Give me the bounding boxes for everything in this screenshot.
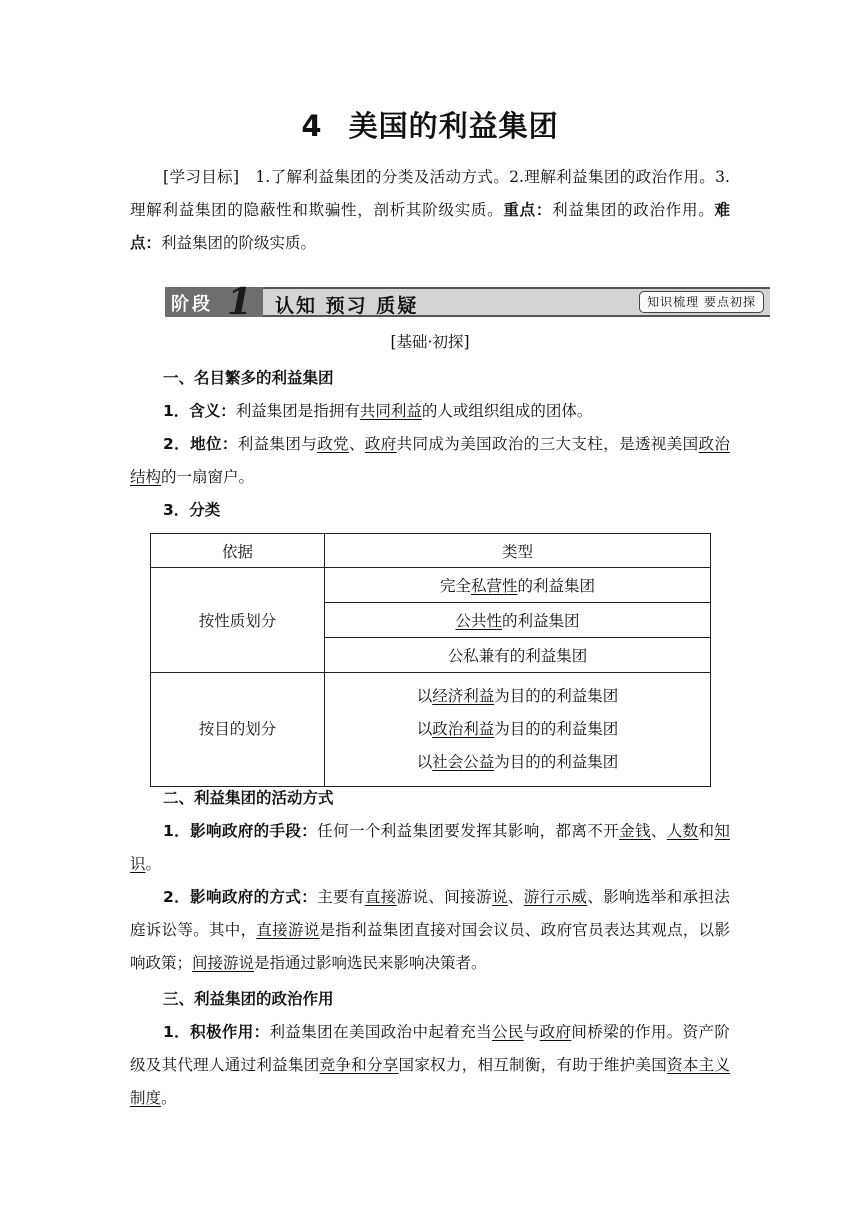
- item-text: 与: [523, 1023, 540, 1041]
- underlined-term: 政治利益: [432, 720, 495, 738]
- item-text: 主要有: [317, 888, 365, 906]
- key-point-text: 利益集团的政治作用。: [552, 201, 715, 219]
- underlined-term: 政府: [364, 435, 397, 453]
- table-type-cell: [325, 568, 711, 603]
- cell-text: 的利益集团: [502, 612, 580, 630]
- underlined-term: 共同利益: [359, 402, 422, 420]
- underlined-term: 私营性: [470, 577, 518, 595]
- stage-title: 认知 预习 质疑: [275, 295, 419, 317]
- table-type-cell: [325, 603, 711, 638]
- stage-number: 1: [227, 281, 253, 323]
- table-basis-cell: 按目的划分: [151, 673, 325, 787]
- item-text: 。: [161, 1089, 177, 1107]
- item-label: 1．积极作用：: [163, 1023, 270, 1041]
- section1-item3: 3．分类: [163, 501, 221, 519]
- section1-item1: [130, 395, 730, 428]
- title-text: 美国的利益集团: [348, 109, 559, 143]
- item-text: 、影响选举和承担法庭诉讼等。其中，: [130, 888, 730, 939]
- section2-item1: [130, 815, 730, 881]
- cell-text: 以: [416, 720, 433, 738]
- underlined-term: 政府: [539, 1023, 572, 1041]
- table-type-cell: [325, 638, 711, 673]
- underlined-term: 说: [491, 888, 508, 906]
- table-header: 依据: [151, 534, 325, 568]
- type-line: [325, 746, 710, 779]
- item-text: 利益集团与: [237, 435, 318, 453]
- underlined-term: 资本主义制度: [130, 1056, 730, 1107]
- underlined-term: 直接: [364, 888, 397, 906]
- item-text: 国家权力，相互制衡，有助于维护美国: [398, 1056, 668, 1074]
- table-type-cell: [325, 673, 711, 787]
- cell-text: 为目的的利益集团: [494, 720, 619, 738]
- cell-text: 为目的的利益集团: [494, 687, 619, 705]
- underlined-term: 金钱: [619, 822, 651, 840]
- item-text: 、: [348, 435, 365, 453]
- classification-table: [150, 533, 711, 787]
- underlined-term: 经济利益: [432, 687, 495, 705]
- item-label: 1．影响政府的手段：: [163, 822, 318, 840]
- cell-text: 以: [416, 753, 433, 771]
- section1-heading: 一、名目繁多的利益集团: [163, 369, 334, 387]
- underlined-term: 间接游说: [192, 954, 255, 972]
- cell-text: 为目的的利益集团: [494, 753, 619, 771]
- item-text: 任何一个利益集团要发挥其影响，都离不开: [317, 822, 620, 840]
- underlined-term: 竞争和分享: [319, 1056, 399, 1074]
- section1-item2: [130, 428, 730, 494]
- item-text: 利益集团在美国政治中起着充当: [269, 1023, 492, 1041]
- table-basis-cell: 按性质划分: [151, 568, 325, 673]
- item-text: 、: [507, 888, 524, 906]
- item-label: 2．地位：: [163, 435, 238, 453]
- cell-text: 以: [416, 687, 433, 705]
- page-title: [0, 104, 860, 145]
- stage-tag: 知识梳理 要点初探: [639, 291, 764, 313]
- table-header-row: [151, 534, 711, 568]
- cell-text: 的利益集团: [517, 577, 596, 595]
- table-header: 类型: [325, 534, 711, 568]
- cell-text: 完全: [439, 577, 471, 595]
- type-line: [325, 713, 710, 746]
- stage-word: 阶段: [171, 294, 213, 315]
- item-text: 共同成为美国政治的三大支柱，是透视美国: [396, 435, 699, 453]
- table-row: [151, 673, 711, 787]
- underlined-term: 政党: [317, 435, 349, 453]
- underlined-term: 公民: [491, 1023, 524, 1041]
- difficulty-label: 难点：: [130, 201, 730, 252]
- underlined-term: 直接游说: [256, 921, 320, 939]
- section2-heading: 二、利益集团的活动方式: [163, 789, 334, 807]
- section-subhead: [基础·初探]: [390, 333, 470, 351]
- difficulty-text: 利益集团的阶级实质。: [161, 234, 317, 252]
- title-number: 4: [301, 109, 323, 143]
- item-label: 2．影响政府的方式：: [163, 888, 318, 906]
- objectives-text: 1.了解利益集团的分类及活动方式。2.理解利益集团的政治作用。3.理解利益集团的隐蔽性和欺骗性，剖析其阶级实质。: [130, 168, 730, 219]
- item-text: 、: [650, 822, 667, 840]
- item-text: 。: [145, 855, 162, 873]
- item-text: 的人或组织组成的团体。: [421, 402, 593, 420]
- stage-banner: [165, 281, 770, 323]
- item-label: 1．含义：: [163, 402, 236, 420]
- type-line: [325, 680, 710, 713]
- item-text: 游说、间接游: [396, 888, 492, 906]
- item-text: 间桥梁的作用。资产阶级及其代理人通过利益集团: [130, 1023, 730, 1074]
- section3-heading: 三、利益集团的政治作用: [163, 990, 334, 1008]
- underlined-term: 知识: [130, 822, 730, 873]
- underlined-term: 社会公益: [432, 753, 495, 771]
- item-text: 是指利益集团直接对国会议员、政府官员表达其观点，以影响政策；: [130, 921, 730, 972]
- item-text: 的一扇窗户。: [161, 468, 255, 486]
- underlined-term: 人数: [666, 822, 699, 840]
- table-row: [151, 568, 711, 603]
- cell-text: 公私兼有的利益集团: [447, 647, 588, 665]
- learning-objectives: [130, 161, 730, 260]
- underlined-term: 政治结构: [130, 435, 730, 486]
- key-point-label: 重点：: [503, 201, 553, 219]
- item-text: 利益集团是指拥有: [235, 402, 360, 420]
- objectives-label: [学习目标]: [163, 168, 240, 186]
- underlined-term: 游行示威: [523, 888, 588, 906]
- section3-item1: [130, 1016, 730, 1115]
- item-text: 是指通过影响选民来影响决策者。: [254, 954, 487, 972]
- underlined-term: 公共性: [455, 612, 502, 630]
- item-text: 和: [698, 822, 715, 840]
- section2-item2: [130, 881, 730, 980]
